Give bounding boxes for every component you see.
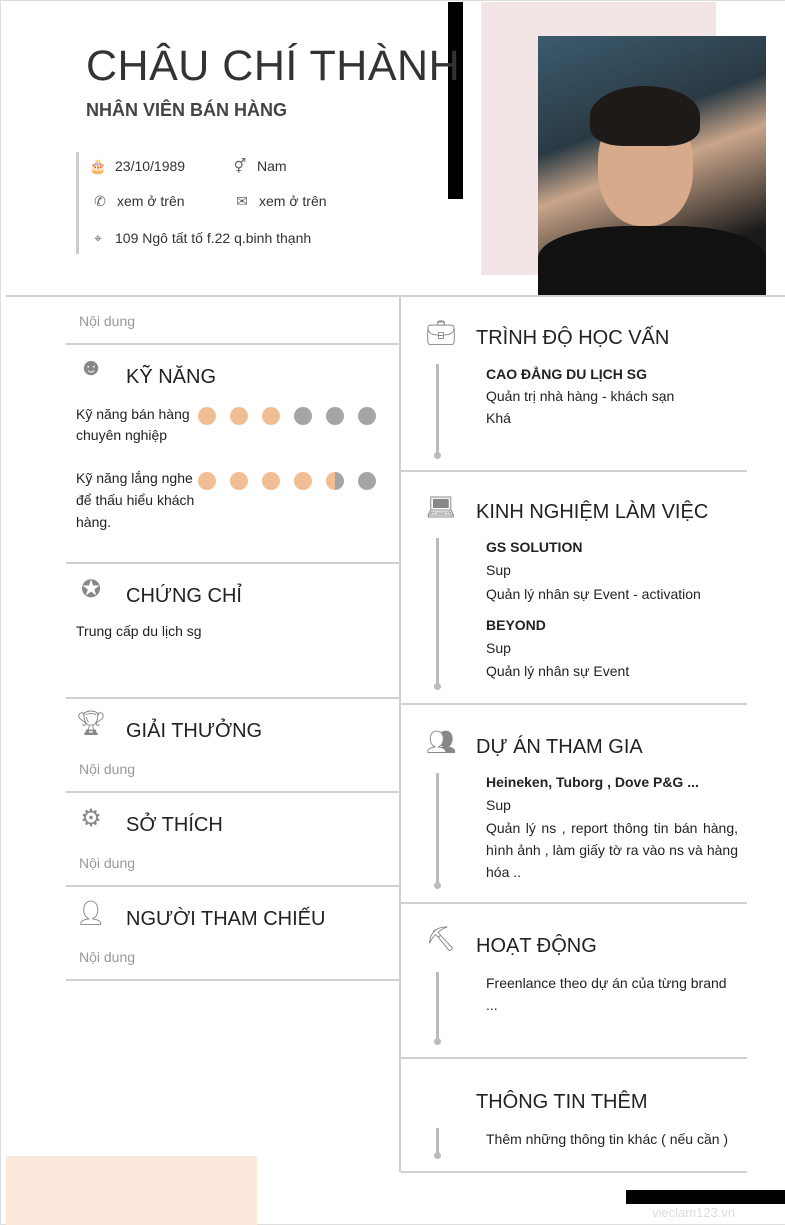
gender: Nam	[257, 158, 287, 174]
education-school: CAO ĐẲNG DU LỊCH SG	[486, 366, 647, 382]
awards-content: Nội dung	[79, 761, 136, 777]
divider	[401, 470, 747, 472]
divider	[66, 343, 399, 345]
timeline	[436, 773, 439, 886]
divider	[66, 697, 399, 699]
rating-dot	[230, 407, 248, 425]
rating-dot	[262, 407, 280, 425]
birthday: 23/10/1989	[115, 158, 186, 174]
divider	[401, 902, 747, 904]
group-icon: 👥︎	[425, 728, 457, 756]
rating-dot	[198, 472, 216, 490]
contact-info	[76, 152, 327, 254]
divider	[401, 703, 747, 705]
experience-title: KINH NGHIỆM LÀM VIỆC	[476, 501, 709, 523]
divider	[66, 562, 399, 564]
references-title: NGƯỜI THAM CHIẾU	[126, 908, 326, 930]
timeline	[436, 1128, 439, 1156]
phone-icon: ✆	[94, 192, 106, 209]
experience-company: GS SOLUTION	[486, 539, 583, 555]
project-name: Heineken, Tuborg , Dove P&G ...	[486, 774, 699, 790]
rating-dot	[326, 407, 344, 425]
project-role: Sup	[486, 797, 511, 813]
education-title: TRÌNH ĐỘ HỌC VẤN	[476, 327, 670, 349]
hobbies-title: SỞ THÍCH	[126, 814, 223, 836]
timeline	[436, 538, 439, 687]
awards-title: GIẢI THƯỞNG	[126, 720, 263, 742]
project-desc: Quản lý ns , report thông tin bán hàng, hình ảnh , làm giấy tờ ra vào ns và hàng hóa ..	[486, 820, 738, 880]
decor-black-bar	[626, 1190, 785, 1204]
experience-position: Sup	[486, 562, 511, 578]
trophy-icon: 🏆︎	[75, 709, 107, 737]
rating-dot	[230, 472, 248, 490]
person-icon: 👤︎	[75, 899, 107, 927]
rating-dot	[326, 472, 344, 490]
divider	[66, 979, 399, 981]
education-major: Quản trị nhà hàng - khách sạn	[486, 388, 675, 404]
job-title: NHÂN VIÊN BÁN HÀNG	[86, 100, 288, 120]
decor-black-bar	[448, 2, 463, 199]
skill-label: Kỹ năng lắng nghe để thấu hiểu khách hàng.	[76, 470, 195, 530]
rating-dot	[294, 472, 312, 490]
map-pin-icon: ⌖	[94, 229, 102, 246]
rating-dot	[262, 472, 280, 490]
divider	[6, 295, 785, 297]
decor-peach-block	[6, 1156, 257, 1225]
timeline	[436, 364, 439, 456]
hobbies-content: Nội dung	[79, 855, 136, 871]
activities-content: Freenlance theo dự án của từng brand ...	[486, 975, 727, 1013]
skill-label: Kỹ năng bán hàng chuyên nghiệp	[76, 406, 190, 443]
steam-icon: ⚙	[80, 804, 102, 832]
head-lightbulb-icon: ☻	[78, 354, 104, 381]
experience-desc: Quản lý nhân sự Event	[486, 663, 630, 679]
skills-title: KỸ NĂNG	[126, 366, 217, 388]
rating-dot	[294, 407, 312, 425]
certificates-title: CHỨNG CHỈ	[126, 585, 242, 607]
projects-title: DỰ ÁN THAM GIA	[476, 736, 643, 758]
certificates-content: Trung cấp du lịch sg	[76, 623, 202, 639]
references-content: Nội dung	[79, 949, 136, 965]
column-divider	[399, 296, 401, 1172]
experience-desc: Quản lý nhân sự Event - activation	[486, 586, 701, 602]
gender-icon: ⚥	[233, 157, 247, 174]
experience-position: Sup	[486, 640, 511, 656]
rating-dot	[358, 407, 376, 425]
activities-title: HOẠT ĐỘNG	[476, 935, 597, 957]
briefcase-icon: 💼︎	[425, 319, 457, 347]
candidate-name: CHÂU CHÍ THÀNH	[86, 42, 461, 90]
experience-company: BEYOND	[486, 617, 546, 633]
extra-content: Thêm những thông tin khác ( nếu cần )	[486, 1131, 729, 1147]
email: xem ở trên	[259, 193, 327, 209]
profile-photo	[538, 36, 766, 296]
certificate-badge-icon: ✪	[80, 575, 102, 603]
timeline	[436, 972, 439, 1042]
address: 109 Ngô tất tố f.22 q.binh thạnh	[115, 230, 312, 246]
objective-content: Nội dung	[79, 313, 136, 329]
divider	[66, 791, 399, 793]
email-icon: ✉	[236, 192, 248, 209]
work-laptop-icon: 💻︎	[425, 493, 457, 521]
worker-shovel-icon: ⛏	[425, 925, 457, 953]
divider	[66, 885, 399, 887]
divider	[401, 1171, 747, 1173]
rating-dot	[198, 407, 216, 425]
education-grade: Khá	[486, 410, 511, 426]
watermark: vieclam123.vn	[652, 1205, 736, 1220]
extra-title: THÔNG TIN THÊM	[476, 1091, 648, 1113]
birthday-cake-icon: 🎂	[89, 157, 107, 174]
phone: xem ở trên	[117, 193, 185, 209]
divider	[401, 1057, 747, 1059]
rating-dot	[358, 472, 376, 490]
